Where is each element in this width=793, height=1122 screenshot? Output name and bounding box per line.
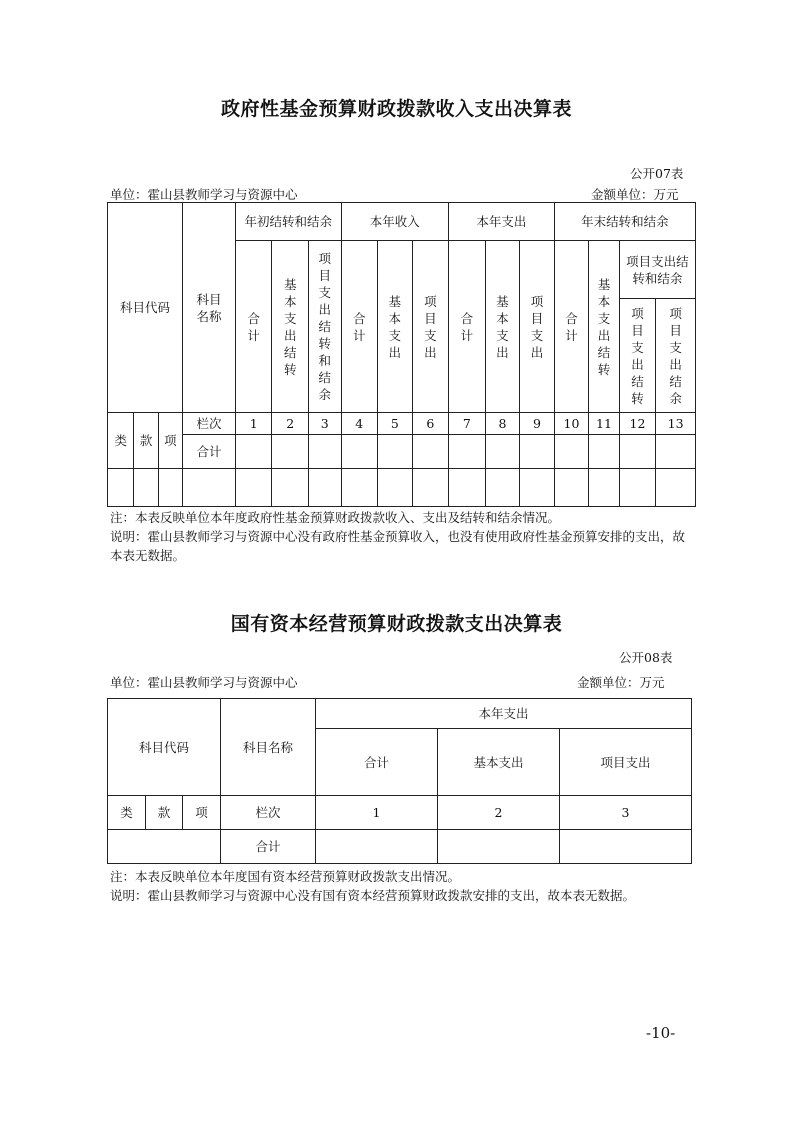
t1-cell — [449, 435, 486, 469]
t1-subject-name-header — [183, 203, 236, 413]
t2-cell — [438, 830, 560, 864]
t1-end-project-surplus — [656, 299, 696, 413]
table2-code: 公开08表 — [619, 650, 673, 665]
t1-cell — [520, 469, 555, 507]
t1-cell — [378, 435, 413, 469]
t1-income-basic-label: 基本支出 — [388, 293, 402, 360]
t1-col-num: 10 — [554, 413, 589, 435]
table1-grid — [107, 202, 696, 507]
t1-begin-basic-label: 基本支出结转 — [283, 276, 297, 377]
t1-end-project-transfer — [619, 299, 656, 413]
t1-cell — [378, 469, 413, 507]
t1-cell — [619, 469, 656, 507]
t1-end-project-transfer-label: 项目支出结转 — [631, 305, 644, 406]
t1-cell — [309, 435, 341, 469]
t1-kuan: 款 — [134, 413, 158, 469]
t1-cell — [485, 469, 520, 507]
t1-begin-basic — [272, 241, 309, 413]
t1-income-total — [341, 241, 378, 413]
t1-cell — [158, 469, 182, 507]
t2-total-header: 合计 — [316, 729, 438, 796]
table1-unit: 单位：霍山县教师学习与资源中心 — [110, 187, 298, 202]
t1-cell — [235, 435, 272, 469]
t1-begin-total-label: 合计 — [247, 310, 260, 343]
t2-col-num: 1 — [316, 796, 438, 830]
t1-col-num: 13 — [656, 413, 696, 435]
t1-expense-total — [449, 241, 486, 413]
t1-group-income: 本年收入 — [341, 203, 449, 241]
t1-col-num: 5 — [378, 413, 413, 435]
t1-column-index: 栏次 — [183, 413, 236, 435]
t2-column-index: 栏次 — [221, 796, 316, 830]
t1-col-num: 7 — [449, 413, 486, 435]
t1-cell — [619, 435, 656, 469]
table2-note: 注：本表反映单位本年度国有资本经营预算财政拨款支出情况。 — [110, 869, 461, 884]
t1-lei: 类 — [108, 413, 134, 469]
t1-cell — [134, 469, 158, 507]
t1-income-basic — [378, 241, 413, 413]
t1-expense-total-label: 合计 — [460, 310, 474, 343]
t1-income-project-label: 项目支出 — [424, 293, 437, 360]
t2-group-expense: 本年支出 — [316, 699, 692, 729]
table2-unit: 单位：霍山县教师学习与资源中心 — [110, 675, 298, 690]
t1-end-total — [554, 241, 589, 413]
t2-kuan: 款 — [146, 796, 183, 830]
t1-cell — [589, 469, 619, 507]
t1-cell — [341, 435, 378, 469]
table2-explain: 说明：霍山县教师学习与资源中心没有国有资本经营预算财政拨款安排的支出，故本表无数据。 — [110, 888, 636, 903]
t1-expense-project — [520, 241, 555, 413]
t1-income-total-label: 合计 — [353, 310, 366, 343]
t1-end-project-group: 项目支出结转和结余 — [619, 241, 695, 299]
t1-expense-basic — [485, 241, 520, 413]
t2-basic-header: 基本支出 — [438, 729, 560, 796]
t2-col-num: 2 — [438, 796, 560, 830]
table1-title: 政府性基金预算财政拨款收入支出决算表 — [220, 98, 572, 120]
table1-explain: 说明：霍山县教师学习与资源中心没有政府性基金预算收入，也没有使用政府性基金预算安排的支出，故本表无数据。 — [110, 529, 686, 563]
t2-xiang: 项 — [183, 796, 221, 830]
t1-col-num: 12 — [619, 413, 656, 435]
t1-end-project-surplus-label: 项目支出结余 — [669, 305, 682, 406]
t1-xiang: 项 — [158, 413, 182, 469]
t1-cell — [309, 469, 341, 507]
table1-code: 公开07表 — [630, 166, 684, 181]
t1-col-num: 8 — [485, 413, 520, 435]
t1-cell — [656, 469, 696, 507]
t2-cell — [108, 830, 221, 864]
t1-begin-project — [309, 241, 341, 413]
t2-cell — [560, 830, 692, 864]
t2-lei: 类 — [108, 796, 146, 830]
t1-cell — [272, 469, 309, 507]
table2-grid — [107, 698, 692, 864]
t1-subject-code-header: 科目代码 — [108, 203, 183, 413]
t1-col-num: 1 — [235, 413, 272, 435]
t1-col-num: 9 — [520, 413, 555, 435]
t1-cell — [183, 469, 236, 507]
t2-sum-row-label: 合计 — [221, 830, 316, 864]
t1-cell — [412, 469, 449, 507]
t1-begin-project-label: 项目支出结转和结余 — [318, 251, 331, 402]
t1-cell — [341, 469, 378, 507]
table1-amount-unit: 金额单位：万元 — [591, 187, 679, 202]
t1-cell — [108, 469, 134, 507]
page-number: -10- — [646, 1024, 676, 1042]
t1-subject-name-label: 科目名称 — [196, 291, 222, 324]
t1-group-end: 年末结转和结余 — [554, 203, 695, 241]
t1-group-expense: 本年支出 — [449, 203, 555, 241]
t1-cell — [449, 469, 486, 507]
t1-begin-total — [235, 241, 272, 413]
t2-project-header: 项目支出 — [560, 729, 692, 796]
t1-cell — [656, 435, 696, 469]
t1-cell — [520, 435, 555, 469]
t2-cell — [316, 830, 438, 864]
t1-expense-basic-label: 基本支出 — [496, 293, 509, 360]
t1-col-num: 4 — [341, 413, 378, 435]
t1-cell — [589, 435, 619, 469]
t1-cell — [554, 469, 589, 507]
t1-col-num: 3 — [309, 413, 341, 435]
t1-cell — [412, 435, 449, 469]
table2-amount-unit: 金额单位：万元 — [577, 675, 665, 690]
table2-title: 国有资本经营预算财政拨款支出决算表 — [230, 613, 563, 635]
t1-col-num: 6 — [412, 413, 449, 435]
t1-cell — [485, 435, 520, 469]
t1-end-basic-label: 基本支出结转 — [597, 276, 611, 377]
t1-col-num: 2 — [272, 413, 309, 435]
t2-subject-code-header: 科目代码 — [108, 699, 221, 796]
table1-note: 注：本表反映单位本年度政府性基金预算财政拨款收入、支出及结转和结余情况。 — [110, 510, 561, 525]
t1-end-total-label: 合计 — [565, 310, 578, 343]
t2-col-num: 3 — [560, 796, 692, 830]
t1-sum-row-label: 合计 — [183, 435, 236, 469]
t1-cell — [554, 435, 589, 469]
t1-col-num: 11 — [589, 413, 619, 435]
t1-group-begin: 年初结转和结余 — [235, 203, 341, 241]
t1-cell — [272, 435, 309, 469]
t1-cell — [235, 469, 272, 507]
t1-income-project — [412, 241, 449, 413]
t1-end-basic — [589, 241, 619, 413]
t1-expense-project-label: 项目支出 — [530, 293, 544, 360]
t2-subject-name-header: 科目名称 — [221, 699, 316, 796]
